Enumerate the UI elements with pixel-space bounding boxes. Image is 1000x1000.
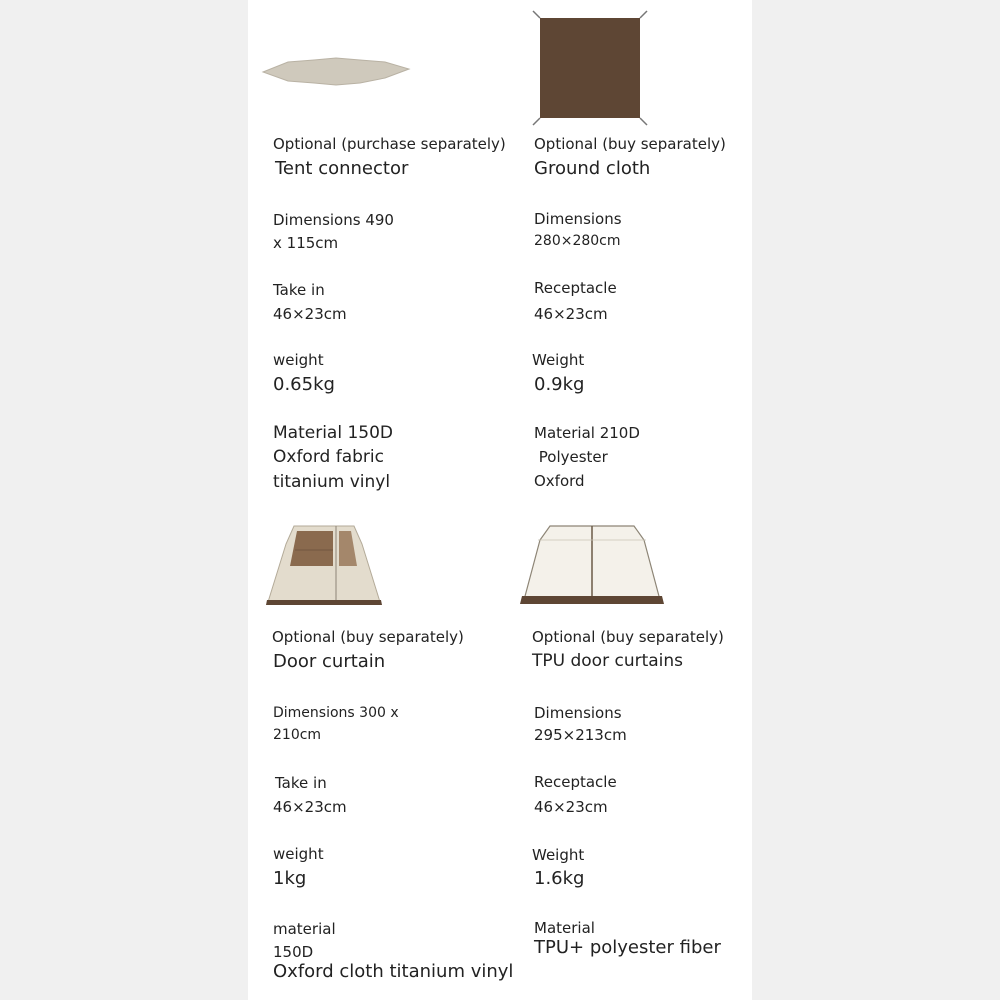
tpu-door-optional: Optional (buy separately)	[532, 628, 724, 646]
connector-dimensions-label: Dimensions 490	[273, 211, 394, 229]
product-sheet	[248, 0, 752, 1000]
connector-dimensions-value: x 115cm	[273, 234, 339, 252]
door-curtain-optional: Optional (buy separately)	[272, 628, 464, 646]
ground-cloth-pack-value: 46×23cm	[534, 305, 608, 323]
ground-cloth-dimensions-value: 280×280cm	[534, 233, 621, 249]
tpu-door-weight-label: Weight	[532, 846, 585, 864]
connector-optional: Optional (purchase separately)	[273, 135, 506, 153]
tpu-door-pack-label: Receptacle	[534, 773, 617, 791]
door-curtain-material-line: material	[273, 920, 336, 938]
connector-name: Tent connector	[275, 158, 409, 179]
door-curtain-pack-label: Take in	[275, 774, 327, 792]
tpu-door-name: TPU door curtains	[532, 651, 684, 671]
door-curtain-pack-value: 46×23cm	[273, 798, 347, 816]
tent-connector-image	[262, 55, 412, 87]
tpu-door-material-line: TPU+ polyester fiber	[534, 937, 721, 958]
door-curtain-weight-value: 1kg	[273, 868, 307, 889]
tpu-door-dimensions-value: 295×213cm	[534, 726, 627, 744]
tpu-door-material-line: Material	[534, 919, 595, 937]
door-curtain-weight-label: weight	[273, 845, 324, 863]
tpu-door-pack-value: 46×23cm	[534, 798, 608, 816]
ground-cloth-material-line: Polyester	[534, 448, 608, 466]
ground-cloth-dimensions-label: Dimensions	[534, 210, 622, 228]
ground-cloth-material-line: Oxford	[534, 472, 585, 490]
connector-weight-label: weight	[273, 351, 324, 369]
tpu-door-dimensions-label: Dimensions	[534, 704, 622, 722]
door-curtain-material-line: Oxford cloth titanium vinyl	[273, 961, 514, 982]
door-curtain-material-line: 150D	[273, 943, 314, 961]
ground-cloth-material-line: Material 210D	[534, 424, 640, 442]
ground-cloth-pack-label: Receptacle	[534, 279, 617, 297]
tpu-door-image	[518, 520, 666, 606]
ground-cloth-weight-label: Weight	[532, 351, 585, 369]
ground-cloth-weight-value: 0.9kg	[534, 374, 585, 395]
door-curtain-dimensions-label: Dimensions 300 x	[273, 705, 399, 721]
tent-connector-fabric	[263, 58, 409, 85]
ground-cloth-sheet	[540, 18, 640, 118]
connector-material-line: titanium vinyl	[273, 472, 391, 492]
ground-cloth-image	[531, 10, 649, 126]
connector-pack-label: Take in	[273, 281, 325, 299]
door-curtain-dimensions-value: 210cm	[273, 727, 322, 743]
connector-pack-value: 46×23cm	[273, 305, 347, 323]
door-curtain-name: Door curtain	[273, 651, 386, 672]
ground-cloth-optional: Optional (buy separately)	[534, 135, 726, 153]
door-curtain-image	[265, 520, 383, 606]
ground-cloth-name: Ground cloth	[534, 158, 651, 179]
tpu-door-weight-value: 1.6kg	[534, 868, 585, 889]
connector-weight-value: 0.65kg	[273, 374, 335, 395]
connector-material-line: Material 150D	[273, 423, 394, 443]
connector-material-line: Oxford fabric	[273, 447, 384, 467]
